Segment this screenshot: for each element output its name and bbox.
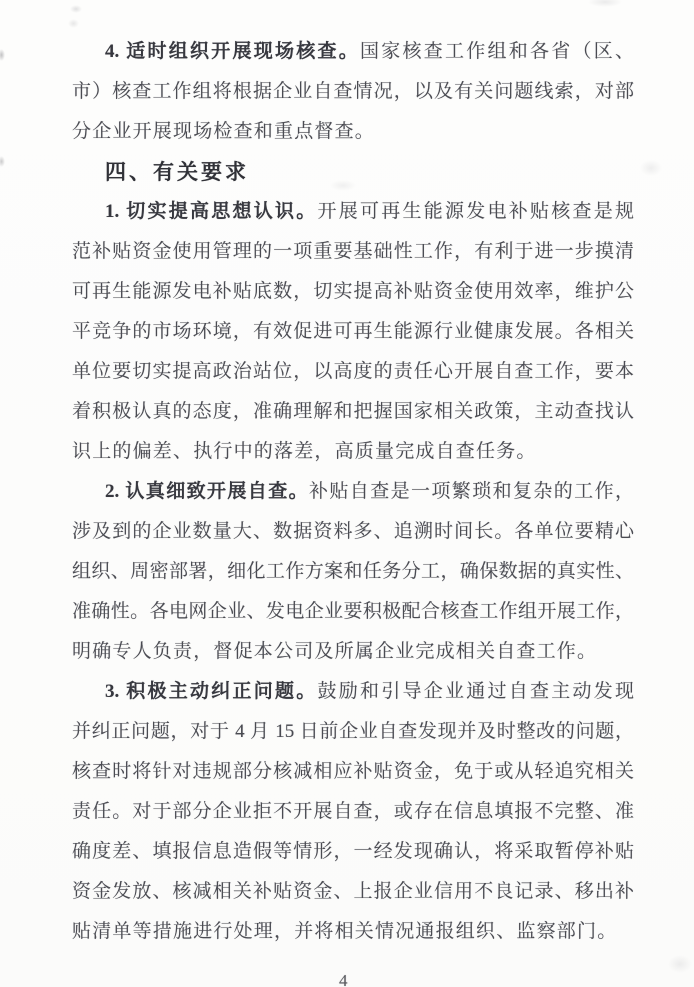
text-line: 资金发放、核减相关补贴资金、上报企业信用不良记录、移出补	[72, 881, 634, 902]
page-number: 4	[339, 971, 348, 987]
text-line: 可再生能源发电补贴底数，切实提高补贴资金使用效率，维护公	[72, 281, 634, 302]
scan-artifact	[588, 0, 622, 7]
scan-artifact	[640, 160, 662, 176]
text-line: 责任。对于部分企业拒不开展自查，或存在信息填报不完整、准	[72, 801, 634, 822]
text-line: 并纠正问题，对于 4 月 15 日前企业自查发现并及时整改的问题，	[72, 721, 634, 742]
text-line: 组织、周密部署，细化工作方案和任务分工，确保数据的真实性、	[72, 561, 634, 582]
paragraph-requirement-2	[72, 472, 634, 672]
text-line	[72, 472, 634, 512]
text-run: 补贴自查是一项繁琐和复杂的工作，	[309, 481, 634, 502]
text-run: 鼓励和引导企业通过自查主动发现	[317, 681, 634, 702]
scan-artifact	[0, 156, 5, 167]
paragraph-lead: 2. 认真细致开展自查。	[105, 481, 309, 502]
text-line: 贴清单等措施进行处理，并将相关情况通报组织、监察部门。	[72, 921, 618, 942]
text-line	[72, 192, 634, 232]
text-line: 准确性。各电网企业、发电企业要积极配合核查工作组开展工作，	[72, 601, 634, 622]
document-body	[72, 32, 634, 952]
text-line: 市）核查工作组将根据企业自查情况，以及有关问题线索，对部	[72, 81, 634, 102]
text-line: 涉及到的企业数量大、数据资料多、追溯时间长。各单位要精心	[72, 521, 634, 542]
text-line: 确度差、填报信息造假等情形，一经发现确认，将采取暂停补贴	[72, 841, 634, 862]
paragraph-onsite-inspection	[72, 32, 634, 152]
scan-artifact	[0, 49, 5, 61]
text-line: 核查时将针对违规部分核减相应补贴资金，免于或从轻追究相关	[72, 761, 634, 782]
text-line	[72, 672, 634, 712]
text-line: 平竞争的市场环境，有效促进可再生能源行业健康发展。各相关	[72, 321, 634, 342]
scan-artifact	[668, 955, 692, 973]
text-line: 单位要切实提高政治站位，以高度的责任心开展自查工作，要本	[72, 361, 634, 382]
text-line	[72, 32, 634, 72]
scan-artifact	[70, 5, 82, 13]
text-line: 识上的偏差、执行中的落差，高质量完成自查任务。	[72, 441, 537, 462]
text-line: 着积极认真的态度，准确理解和把握国家相关政策，主动查找认	[72, 401, 634, 422]
section-heading: 四、有关要求	[105, 160, 249, 184]
text-line: 明确专人负责，督促本公司及所属企业完成相关自查工作。	[72, 641, 598, 662]
paragraph-lead: 3. 积极主动纠正问题。	[105, 681, 318, 702]
text-line: 范补贴资金使用管理的一项重要基础性工作，有利于进一步摸清	[72, 241, 634, 262]
scan-artifact	[68, 19, 79, 28]
text-line: 分企业开展现场检查和重点督查。	[72, 121, 376, 142]
paragraph-lead: 4. 适时组织开展现场核查。	[105, 41, 360, 62]
text-run: 开展可再生能源发电补贴核查是规	[317, 201, 634, 222]
paragraph-requirement-3	[72, 672, 634, 952]
paragraph-requirement-1	[72, 192, 634, 472]
text-run: 国家核查工作组和各省（区、	[360, 41, 634, 62]
paragraph-lead: 1. 切实提高思想认识。	[105, 201, 318, 222]
